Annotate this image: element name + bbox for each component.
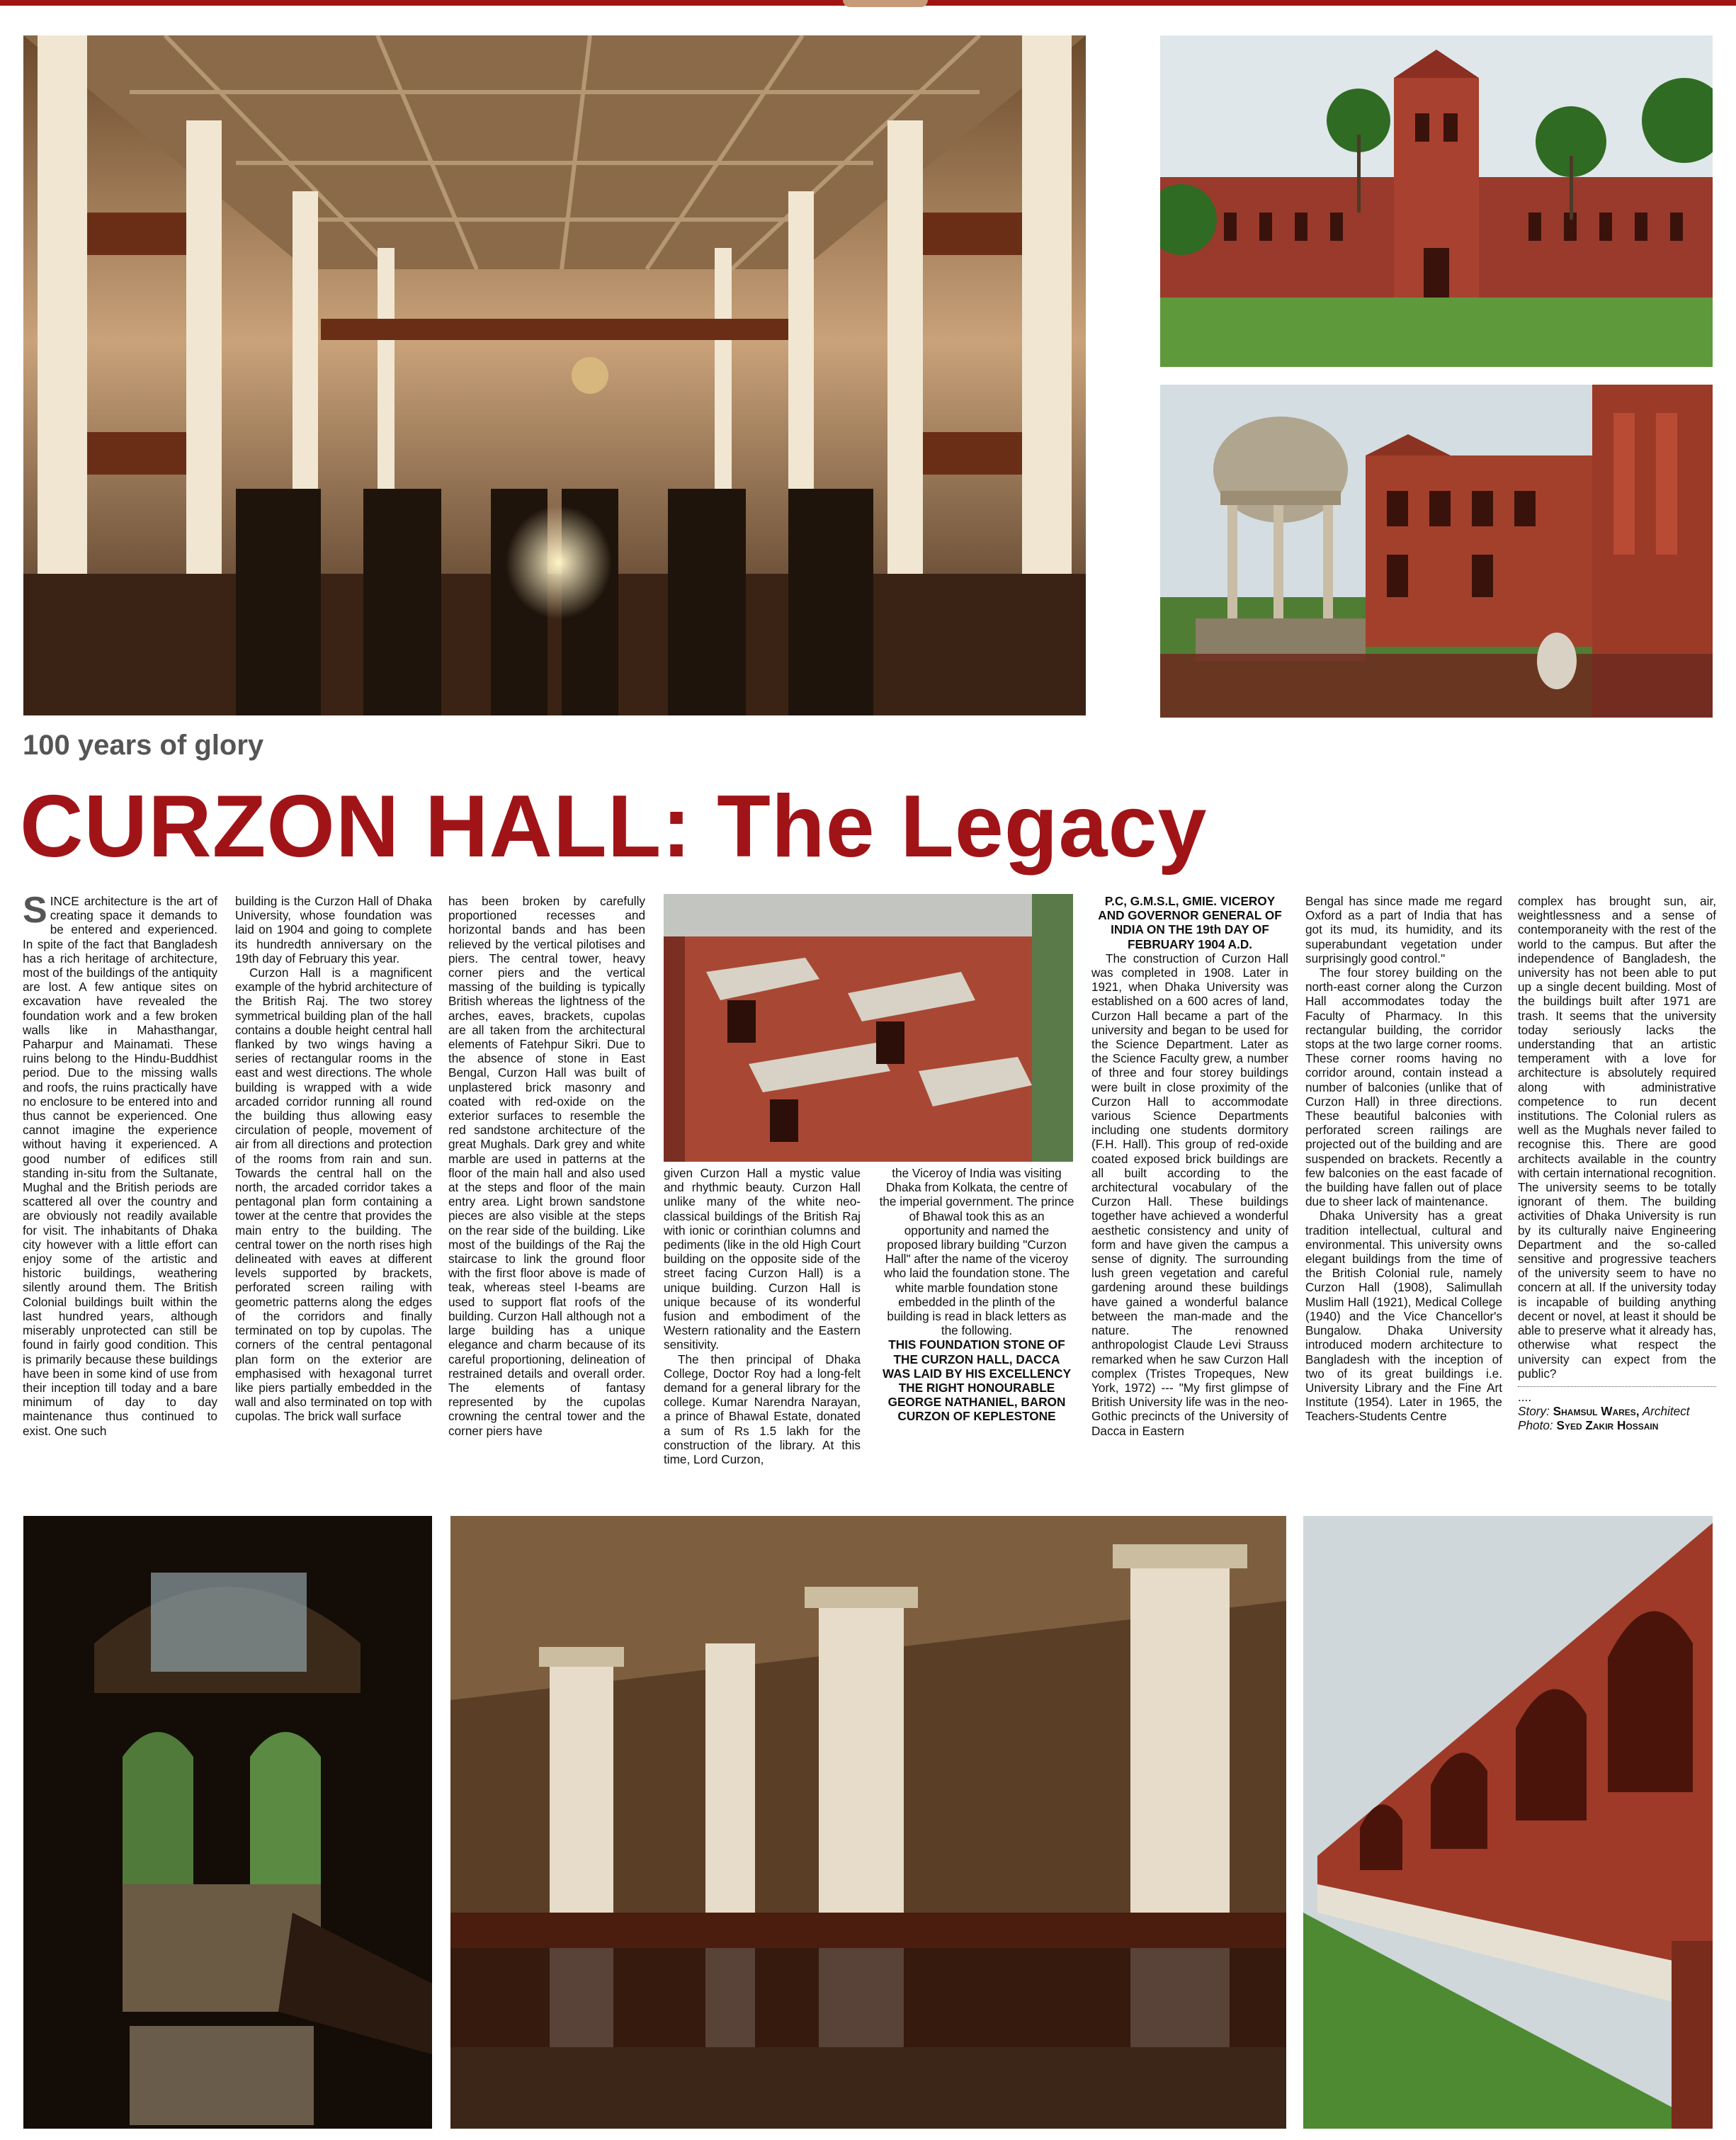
story-credit [1518, 1404, 1716, 1418]
article-column-7 [1305, 894, 1502, 1424]
column-4-paragraph-2: The then principal of Dhaka College, Doctor Roy had a long-felt demand for a general library for the college. Kumar Narendra Narayan, a prince of Bhawal Estate, donated a sum of Rs 1.5 lakh for the construction of the library. At this time, Lord Curzon, [664, 1352, 861, 1467]
photo-arcaded-corridor [1303, 1516, 1713, 2129]
article-column-6 [1091, 894, 1288, 1438]
drop-cap: S [23, 890, 47, 931]
column-2-paragraph-2: Curzon Hall is a magnificent example of the hybrid architecture of the British Raj. The two storey symmetrical building plan of the hall contains a double height central hall flanked by two wings having a series of rectangular rooms in the east and west directions. The whole building is wrapped with a wide arcaded corridor running all round the building thus allowing easy circulation of people, movement of air from all directions and protection of the rooms from rain and sun. Towards the central hall on the north, the arcaded corridor takes a pentagonal plan form containing a tower at the centre that provides the main entry to the building. The central tower on the north rises high delineated with eaves at different levels supported by brackets, perforated screen railing with geometric patterns along the edges of the corridors and finally terminated on top by cupolas. The corners of the central pentagonal plan form on the exterior are emphasised with hexagonal turret like piers partially embedded in the wall and also terminated on top with cupolas. The brick wall surface [235, 966, 433, 1424]
article-column-4 [664, 1166, 861, 1466]
photo-credit-label: Photo: [1518, 1418, 1553, 1433]
column-7-paragraph-1: Bengal has since made me regard Oxford as a part of India that has got its mud, its humidity, and its superabundant vegetation under surprisingly good control." [1305, 894, 1502, 966]
column-5-paragraph-1: the Viceroy of India was visiting Dhaka from Kolkata, the centre of the imperial government. The prince of Bhawal took this as an opportunity and named the proposed library building "Curzon Hall" after the name of the viceroy who laid the foundation stone. The white marble foundation stone embedded in the plinth of the building is read in black letters as the following. [879, 1166, 1074, 1338]
article-column-3 [448, 894, 645, 1438]
article-column-5 [878, 1166, 1075, 1424]
photo-upper-gallery-columns [450, 1516, 1286, 2129]
column-6-paragraph-1: The construction of Curzon Hall was completed in 1908. Later in 1921, when Dhaka University was established on a 600 acres of land, Curzon Hall became a part of the university and began to be used for the Science Department. Later as the Science Faculty grew, a number of three and four storey buildings were built in close proximity of the Curzon Hall to accommodate various Science Departments including one students dormitory (F.H. Hall). This group of red-oxide coated exposed brick buildings are all built according to the architectural vocabulary of the Curzon Hall. These buildings together have achieved a wonderful aesthetic consistency and unity of form and have given the campus a sense of dignity. The surrounding lush green vegetation and careful gardening around these buildings have gained a wonderful balance between the man-made and the nature. The renowned anthropologist Claude Levi Strauss remarked when he saw Curzon Hall complex (Tristes Tropeques, New York, 1972) --- "My first glimpse of British University life was in the neo-Gothic precincts of the University of Dacca in Eastern [1091, 951, 1288, 1438]
article-kicker: 100 years of glory [23, 730, 264, 761]
column-7-paragraph-3: Dhaka University has a great tradition intellectual, cultural and environmental. This university owns elegant buildings from the time of the British Colonial rule, namely Curzon Hall (1908), Salimullah Muslim Hall (1921), Medical College (1940) and the Vice Chancellor's Bungalow. Dhaka University introduced modern architecture to Bangladesh with the inception of two of its great buildings i.e. University Library and the Fine Art Institute (1954). Later in 1965, the Teachers-Students Centre [1305, 1208, 1502, 1424]
article-column-8 [1518, 894, 1716, 1433]
story-credit-role: Architect [1642, 1404, 1690, 1419]
story-credit-name: Shamsul Wares, [1553, 1404, 1640, 1419]
article-headline: CURZON HALL: The Legacy [20, 778, 1208, 876]
photo-fallen-balconies [664, 894, 1073, 1162]
photo-credit [1518, 1418, 1716, 1432]
photo-exterior-facade [1160, 35, 1713, 367]
column-1-text: INCE architecture is the art of creating space it demands to be entered and experienced. In spite of the fact that Bangladesh has a rich heritage of architecture, most of the buildings of the antiquity are lost. A few antique sites on excavation have revealed the foundation work and a few broken walls like in Mahasthangar, Paharpur and Mainamati. These ruins belong to the Hindu-Buddhist period. Due to the missing walls and roofs, the ruins practically have no enclosure to be entered into and thus cannot be experienced. One cannot imagine the experience without having it experienced. A good number of edifices still standing in-situ from the Sultanate, Mughal and the British periods are scattered all over the country and are obviously not readily available for visit. The inhabitants of Dhaka city however with a little effort can enjoy some of the artistic and historic buildings, weathering silently around them. The British Colonial buildings built within the last hundred years, although miserably unprotected can still be found in fairly good condition. This is primarily because these buildings have been in some kind of use from their inception till today and a bare minimum of day to day maintenance thus continued to exist. One such [23, 894, 217, 1438]
foundation-stone-inscription-continued: P.C, G.M.S.L, GMIE. VICEROY AND GOVERNOR GENERAL OF INDIA ON THE 19th DAY OF FEBRUARY 1904 A.D. [1098, 894, 1282, 951]
photo-window-screen [23, 1516, 432, 2129]
foundation-stone-inscription: THIS FOUNDATION STONE OF THE CURZON HALL, DACCA WAS LAID BY HIS EXCELLENCY THE RIGHT HONOURABLE GEORGE NATHANIEL, BARON CURZON OF KEPLESTONE [882, 1337, 1072, 1424]
credit-dots: .... [1518, 1389, 1532, 1404]
story-credit-label: Story: [1518, 1404, 1550, 1419]
article-column-1 [23, 890, 217, 1438]
column-3-text: has been broken by carefully proportioned recesses and horizontal bands and has been relieved by the vertical pilotises and piers. The central tower, heavy corner piers and the vertical massing of the building is typically British whereas the lightness of the arches, eaves, brackets, cupolas are all taken from the architectural elements of Fatehpur Sikri. Due to the absence of stone in East Bengal, Curzon Hall was built of unplastered brick masonry and coated with red-oxide on the exterior surfaces to resemble the red sandstone architecture of the great Mughals. Dark grey and white marble are used in patterns at the floor of the main hall and also used at the steps and floor of the main entry area. Light brown sandstone pieces are also visible at the steps on the rear side of the building. Like most of the buildings of the Raj the staircase to link the ground floor with the first floor above is made of teak, whereas steel I-beams are used to support flat roofs of the building. Curzon Hall although not a large building has a unique elegance and charm because of its careful proportioning, delineation of restrained details and overall order. The elements of fantasy represented by the cupolas crowning the central tower and the corner piers have [448, 894, 645, 1438]
column-7-paragraph-2: The four storey building on the north-east corner along the Curzon Hall accommodates today the Faculty of Pharmacy. In this rectangular building, the corridor stops at the two large corner rooms. These corner rooms having no corridor around, contain instead a number of balconies (unlike that of Curzon Hall) in three directions. These beautiful balconies with perforated screen railings are projected out of the building and are suspended on brackets. Recently a few balconies on the east facade of the building have fallen out of place due to sheer lack of maintenance. [1305, 966, 1502, 1209]
photo-credit-name: Syed Zakir Hossain [1556, 1418, 1659, 1433]
photo-main-hall-interior [23, 35, 1086, 715]
page-tab-decoration [843, 0, 928, 7]
photo-cupola-pavilion [1160, 385, 1713, 718]
article-column-2 [235, 894, 432, 1424]
column-8-paragraph-1: complex has brought sun, air, weightlessness and a sense of contemporaneity with the rest of the world to the campus. But after the independence of Bangladesh, the university has not been able to put up a single decent building. Most of the buildings built after 1971 are trash. It seems that the university today seriously lacks the understanding that an artistic temperament with a love for architecture is absolutely required along with administrative competence to run decent institutions. The Colonial rulers as well as the Mughals never failed to recognise this. There are good architects available in the country with certain international recognition. The university seems to be totally ignorant of them. The building activities of Dhaka University is run by its culturally naive Engineering Department and the so-called sensitive and progressive teachers of the university seem to have no concern at all. If the university today is incapable of building anything decent or novel, at least it should be able to preserve what it already has, otherwise what respect the university can expect from the public? [1518, 894, 1716, 1381]
credit-divider [1518, 1386, 1716, 1387]
column-4-paragraph-1: given Curzon Hall a mystic value and rhythmic beauty. Curzon Hall unlike many of the white neo-classical buildings of the British Raj with ionic or corinthian columns and pediments (like in the old High Court building on the opposite side of the street facing Curzon Hall) is a unique building. Curzon Hall is unique because of its wonderful fusion and embodiment of the Western rationality and the Eastern sensitivity. [664, 1166, 861, 1352]
column-2-paragraph-1: building is the Curzon Hall of Dhaka University, whose foundation was laid on 1904 and going to complete its hundredth anniversary on the 19th day of February this year. [235, 894, 432, 966]
